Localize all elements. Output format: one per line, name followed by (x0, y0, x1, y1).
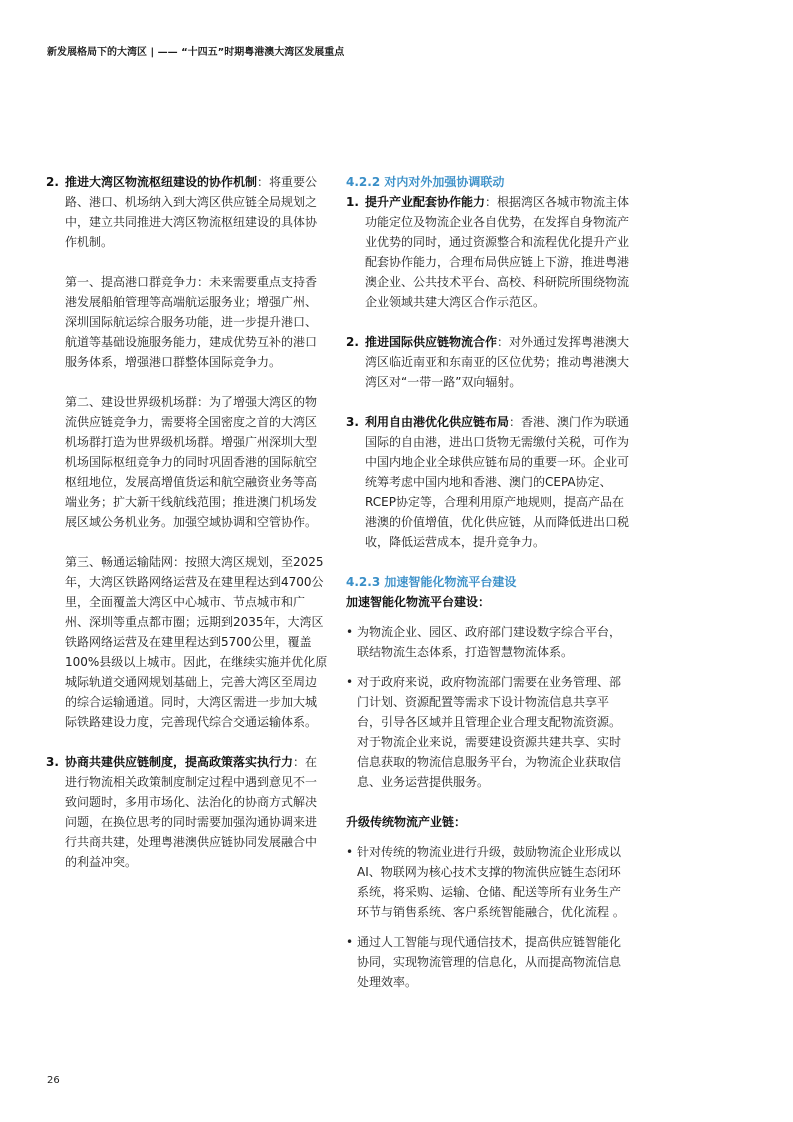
section-title-4-2-3: 4.2.3 加速智能化物流平台建设 (346, 575, 517, 589)
item-number: 3. (46, 755, 59, 769)
bullet-text: 对于政府来说，政府物流部门需要在业务管理、部门计划、资源配置等需求下设计物流信息共享平台，引导各区域并且管理企业合理支配物流资源。对于物流企业来说，需要建设资源共建共享、实时信息获取的物流信息服务平台，为物流企业获取信息、业务运营提供服务。 (357, 675, 622, 789)
list-item-1 (346, 192, 630, 312)
item-body: ：根据湾区各城市物流主体功能定位及物流企业各自优势，在发挥自身物流产业优势的同时，通过资源整合和流程优化提升产业配套协作能力，合理布局供应链上下游，推进粤港澳企业、公共技术平台、高校、科研院所围绕物流企业领域共建大湾区合作示范区。 (365, 195, 630, 309)
paragraph-rail: 第三、畅通运输陆网：按照大湾区规划，至2025年，大湾区铁路网络运营及在建里程达到4700公里，全面覆盖大湾区中心城市、节点城市和广州、深圳等重点都市圈；远期到2035年，大湾区铁路网络运营及在建里程达到5700公里，覆盖100%县级以上城市。因此，在继续实施并优化原城际轨道交通网规划基础上，完善大湾区至周边的综合运输通道。同时，大湾区需进一步加大城际铁路建设力度，完善现代综合交通运输体系。 (65, 555, 328, 729)
running-header: 新发展格局下的大湾区 | —— “十四五”时期粤港澳大湾区发展重点 (47, 47, 345, 58)
item-heading: 协商共建供应链制度，提高政策落实执行力 (65, 755, 294, 769)
subheading-platform: 加速智能化物流平台建设： (346, 595, 491, 609)
bullet-list-platform (346, 622, 630, 792)
bullet-icon: • (346, 675, 354, 689)
bullet-icon: • (346, 845, 354, 859)
item-number: 2. (46, 175, 59, 189)
item-number: 2. (346, 335, 359, 349)
item-heading: 推进国际供应链物流合作 (365, 335, 498, 349)
left-column (46, 172, 328, 872)
list-item-3 (346, 412, 630, 552)
item-body: ：将重要公路、港口、机场纳入到大湾区供应链全局规划之中，建立共同推进大湾区物流枢纽建设的具体协作机制。 (65, 175, 318, 249)
bullet-text: 针对传统的物流业进行升级，鼓励物流企业形成以AI、物联网为核心技术支撑的物流供应链生态闭环系统，将采购、运输、仓储、配送等所有业务生产环节与销售系统、客户系统智能融合，优化流程 。 (357, 845, 625, 919)
item-heading: 利用自由港优化供应链布局 (365, 415, 510, 429)
item-number: 1. (346, 195, 359, 209)
item-number: 3. (346, 415, 359, 429)
bullet-item (346, 842, 630, 922)
bullet-text: 为物流企业、园区、政府部门建设数字综合平台，联结物流生态体系，打造智慧物流体系。 (357, 625, 622, 659)
bullet-icon: • (346, 935, 354, 949)
item-body: ：香港、澳门作为联通国际的自由港，进出口货物无需缴付关税，可作为中国内地企业全球供应链布局的重要一环。企业可统筹考虑中国内地和香港、澳门的CEPA协定、RCEP协定等，合理利用原产地规则，提高产品在港澳的价值增值，优化供应链，从而降低进出口税收，降低运营成本，提升竞争力。 (365, 415, 630, 549)
section-title-4-2-2: 4.2.2 对内对外加强协调联动 (346, 175, 505, 189)
bullet-text: 通过人工智能与现代通信技术，提高供应链智能化协同，实现物流管理的信息化，从而提高物流信息处理效率。 (357, 935, 622, 989)
paragraph-ports: 第一、提高港口群竞争力：未来需要重点支持香港发展船舶管理等高端航运服务业；增强广州、深圳国际航运综合服务功能，进一步提升港口、航道等基础设施服务能力，建成优势互补的港口服务体系，增强港口群整体国际竞争力。 (65, 275, 318, 369)
right-column (346, 172, 630, 992)
bullet-item (346, 622, 630, 662)
paragraph-airports: 第二、建设世界级机场群：为了增强大湾区的物流供应链竞争力，需要将全国密度之首的大湾区机场群打造为世界级机场群。增强广州深圳大型机场国际枢纽竞争力的同时巩固香港的国际航空枢纽地位，发展高增值货运和航空融资业务等高端业务；扩大新干线航线范围；推进澳门机场发展区域公务机业务。加强空域协调和空管协作。 (65, 395, 318, 529)
bullet-item (346, 932, 630, 992)
list-item-3 (46, 752, 328, 872)
item-body: ：对外通过发挥粤港澳大湾区临近南亚和东南亚的区位优势；推动粤港澳大湾区对“一带一路”双向辐射。 (365, 335, 630, 389)
item-heading: 推进大湾区物流枢纽建设的协作机制 (65, 175, 258, 189)
bullet-list-upgrade (346, 842, 630, 992)
page-number: 26 (47, 1075, 60, 1086)
item-heading: 提升产业配套协作能力 (365, 195, 486, 209)
bullet-item (346, 672, 630, 792)
subheading-upgrade: 升级传统物流产业链： (346, 815, 467, 829)
list-item-2 (346, 332, 630, 392)
bullet-icon: • (346, 625, 354, 639)
item-body: ：在进行物流相关政策制度制定过程中遇到意见不一致问题时，多用市场化、法治化的协商方式解决问题，在换位思考的同时需要加强沟通协调来进行共商共建，处理粤港澳供应链协同发展融合中的利益冲突。 (65, 755, 318, 869)
list-item-2 (46, 172, 328, 252)
